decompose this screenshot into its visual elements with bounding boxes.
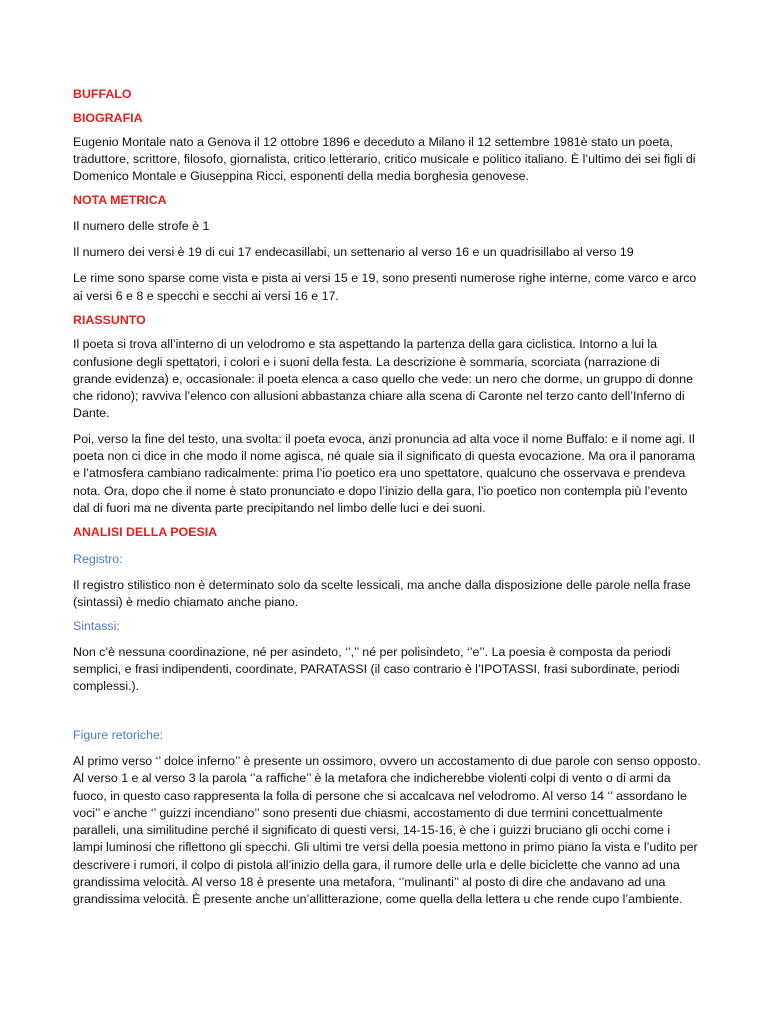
paragraph-sintassi: Non c’è nessuna coordinazione, né per asindeto, ‘’,’’ né per polisindeto, ‘’e’’. La poesia è composta da periodi semplici, e frasi indipendenti, coordinate, PARATASSI (il caso contrario è l’IPOTASSI, frasi subordinate, periodi complessi.). [73,644,680,694]
document-page [73,86,701,909]
paragraph-riassunto-1: Il poeta si trova all’interno di un velodromo e sta aspettando la partenza della gara ciclistica. Intorno a lui la confusione degli spettatori, i colori e i suoni della festa. La descrizione è sommaria, scorciata (narrazione di grande evidenza) e, occasionale: il poeta elenca a caso quello che vede: un nero che dorme, un gruppo di donne che ridono); ravviva l’elenco con allusioni abbastanza chiare alla scena di Caronte nel terzo canto dell’Inferno di Dante. [73,337,693,421]
paragraph-nota-rime: Le rime sono sparse come vista e pista ai versi 15 e 19, sono presenti numerose righe interne, come varco e arco ai versi 6 e 8 e specchi e secchi ai versi 16 e 17. [73,271,697,303]
paragraph-nota-versi: Il numero dei versi è 19 di cui 17 endecasillabi, un settenario al verso 16 e un quadrisillabo al verso 19 [73,245,634,260]
heading-analisi: ANALISI DELLA POESIA [73,525,218,540]
paragraph-biografia: Eugenio Montale nato a Genova il 12 ottobre 1896 e deceduto a Milano il 12 settembre 1981è stato un poeta, traduttore, scrittore, filosofo, giornalista, critico letterario, critico musicale e politico italiano. È l’ultimo dei sei figli di Domenico Montale e Giuseppina Ricci, esponenti della media borghesia genovese. [73,134,696,184]
paragraph-registro: Il registro stilistico non è determinato solo da scelte lessicali, ma anche dalla disposizione delle parole nella frase (sintassi) è medio chiamato anche piano. [73,577,691,610]
heading-biografia: BIOGRAFIA [73,111,143,126]
heading-nota-metrica: NOTA METRICA [73,193,167,208]
paragraph-nota-strofe: Il numero delle strofe è 1 [73,218,210,233]
heading-riassunto: RIASSUNTO [73,312,146,327]
subheading-figure-retoriche: Figure retoriche: [73,727,164,742]
subheading-sintassi: Sintassi: [73,619,120,634]
document-title: BUFFALO [73,87,132,101]
paragraph-figure-retoriche: Al primo verso ‘’ dolce inferno’’ è presente un ossimoro, ovvero un accostamento di due parole con senso opposto. Al verso 1 e al verso 3 la parola ‘’a raffiche’’ è la metafora che indicherebbe violenti colpi di vento o di armi da fuoco, in questo caso rappresenta la folla di persone che si accalcava nel velodromo. Al verso 14 ‘’ assordano le voci’’ e anche ‘’ guizzi incendiano’’ sono presenti due chiasmi, accostamento di due termini concettualmente paralleli, una similitudine perché il significato di questi versi, 14-15-16, è che i guizzi bruciano gli occhi come i lampi luminosi che riflettono gli specchi. Gli ultimi tre versi della poesia mettono in primo piano la vista e l’udito per descrivere i rumori, il colpo di pistola all’inizio della gara, il rumore delle urla e delle biciclette che vanno ad una grandissima velocità. Al verso 18 è presente una metafora, ‘’mulinanti’’ al posto di dire che andavano ad una grandissima velocità. È presente anche un’allitterazione, come quella della lettera u che rende cupo l’ambiente. [73,753,701,907]
subheading-registro: Registro: [73,551,123,566]
paragraph-riassunto-2: Poi, verso la fine del testo, una svolta: il poeta evoca, anzi pronuncia ad alta voce il nome Buffalo: e il nome agi. Il poeta non ci dice in che modo il nome agisca, né quale sia il significato di questa evocazione. Ma ora il panorama e l’atmosfera cambiano radicalmente: prima l’io poetico era uno spettatore, qualcuno che osservava e prendeva nota. Ora, dopo che il nome è stato pronunciato e dopo l’inizio della gara, l’io poetico non contempla più l’evento dal di fuori ma ne diventa parte precipitando nel limbo delle luci e dei suoni. [73,431,695,515]
